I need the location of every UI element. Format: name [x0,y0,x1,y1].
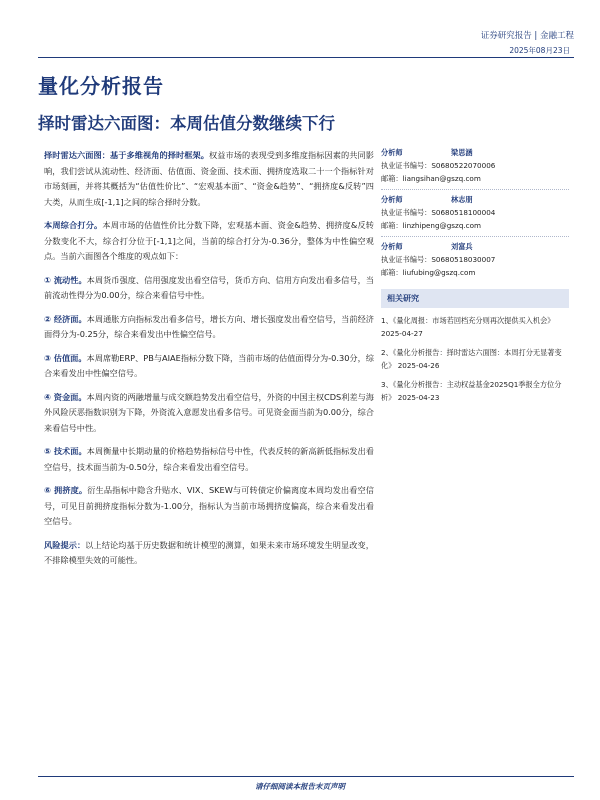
footer-divider [38,776,574,777]
dimension-text: 本周通胀方向指标发出看多信号，增长方向、增长强度发出看空信号，当前经济面得分为-0.25分，综合来看发出中性偏空信号。 [44,313,374,339]
weekly-score-paragraph [44,218,374,265]
report-date: 2025年08月23日 [509,46,570,55]
intro-lead: 择时雷达六面图：基于多维视角的择时框架。 [44,150,210,160]
license-label: 执业证书编号： [381,255,432,264]
related-research-item[interactable] [381,314,569,340]
divider [381,189,569,190]
license-number: S0680518100004 [431,208,496,217]
dimension-funds [44,390,374,437]
dimension-lead: ⑥ 拥挤度。 [44,485,88,495]
intro-text: 权益市场的表现受到多维度指标因素的共同影响，我们尝试从流动性、经济面、估值面、资金面、技术面、拥挤度选取二十一个指标针对市场刻画，并将其概括为“估值性价比”、“宏观基本面”、“资金&趋势”、“拥挤度&反转”四大类，从而生成[-1,1]之间的综合择时分数。 [44,150,374,207]
related-research-item[interactable] [381,346,569,372]
license-label: 执业证书编号： [381,161,432,170]
email-label: 邮箱： [381,268,403,277]
analyst-name: 林志朋 [451,195,473,204]
analyst-name: 刘富兵 [451,242,473,251]
intro-paragraph [44,148,374,210]
dimension-lead: ④ 资金面。 [44,391,87,402]
dimension-liquidity [44,273,374,304]
dimension-lead: ⑤ 技术面。 [44,446,87,456]
analyst-card [381,148,569,190]
divider [381,236,569,237]
report-type-heading: 量化分析报告 [38,74,164,98]
analyst-role: 分析师 [381,148,403,157]
related-research-heading: 相关研究 [381,289,569,308]
license-label: 执业证书编号： [381,208,432,217]
dimension-valuation [44,351,374,382]
dimension-text: 本周衡量中长期动量的价格趋势指标信号中性，代表反转的新高新低指标发出看空信号，技术面当前为-0.50分，综合来看发出看空信号。 [44,446,374,472]
analyst-email[interactable]: linzhipeng@gszq.com [402,221,482,230]
dimension-crowding [44,483,374,530]
related-research-date: 2025-04-23 [397,393,440,402]
dimension-text: 本周席勒ERP、PB与AIAE指标分数下降，当前市场的估值面得分为-0.30分，综合来看发出中性偏空信号。 [44,352,374,378]
email-label: 邮箱： [381,221,403,230]
dimension-technical [44,444,374,475]
related-research-text[interactable]: 2、《量化分析报告：择时雷达六面图：本周打分无显著变化》 [381,348,562,370]
analyst-card [381,242,569,281]
related-research-date: 2025-04-27 [381,329,423,338]
header-divider [38,57,574,58]
dimension-text: 本周货币强度、信用强度发出看空信号，货币方向、信用方向发出看多信号，当前流动性得分为0.00分，综合来看信号中性。 [44,274,374,300]
dimension-lead: ③ 估值面。 [44,352,87,363]
main-body [44,148,374,577]
dimension-text: 衍生品指标中隐含升贴水、VIX、SKEW与可转债定价偏离度本周均发出看空信号，可见目前拥挤度指标分数为-1.00分，指标认为当前市场拥挤度偏高，综合来看发出看空信号。 [44,485,374,526]
analyst-role: 分析师 [381,242,403,251]
risk-paragraph [44,538,374,569]
license-number: S0680522070006 [431,161,496,170]
risk-text: 以上结论均基于历史数据和统计模型的测算，如果未来市场环境发生明显改变，不排除模型失效的可能性。 [44,539,374,565]
weekly-score-text: 本周市场的估值性价比分数下降，宏观基本面、资金&趋势、拥挤度&反转分数变化不大，综合打分位于[-1,1]之间，当前的综合打分为-0.36分，整体为中性偏空观点。当前六面图各个维度的观点如下： [44,220,374,261]
dimension-lead: ① 流动性。 [44,274,87,285]
risk-lead: 风险提示： [44,539,86,550]
related-research-date: 2025-04-26 [397,361,440,370]
analyst-card [381,195,569,237]
sidebar [381,148,569,404]
related-research-item[interactable] [381,378,569,404]
weekly-score-lead: 本周综合打分。 [44,220,103,230]
analyst-email[interactable]: liangsihan@gszq.com [402,174,481,183]
email-label: 邮箱： [381,174,403,183]
dimension-text: 本周内资的两融增量与成交额趋势发出看空信号，外资的中国主权CDS利差与海外风险厌恶指数识别为下降，外资流入意愿发出看多信号。可见资金面当前为0.00分，综合来看信号中性。 [44,391,374,433]
related-research-text[interactable]: 1、《量化周报：市场若回档充分则再次提供买入机会》 [381,316,555,325]
related-research-text[interactable]: 3、《量化分析报告：主动权益基金2025Q1季报全方位分析》 [381,380,562,402]
header-section-label: 证券研究报告 | 金融工程 [480,31,574,41]
dimension-lead: ② 经济面。 [44,313,87,324]
footer-disclaimer: 请仔细阅读本报告末页声明 [255,782,345,791]
dimension-economy [44,312,374,343]
analyst-name: 梁思涵 [451,148,473,157]
license-number: S0680518030007 [431,255,496,264]
analyst-email[interactable]: liufubing@gszq.com [402,268,476,277]
analyst-role: 分析师 [381,195,403,204]
report-title: 择时雷达六面图：本周估值分数继续下行 [38,114,335,133]
